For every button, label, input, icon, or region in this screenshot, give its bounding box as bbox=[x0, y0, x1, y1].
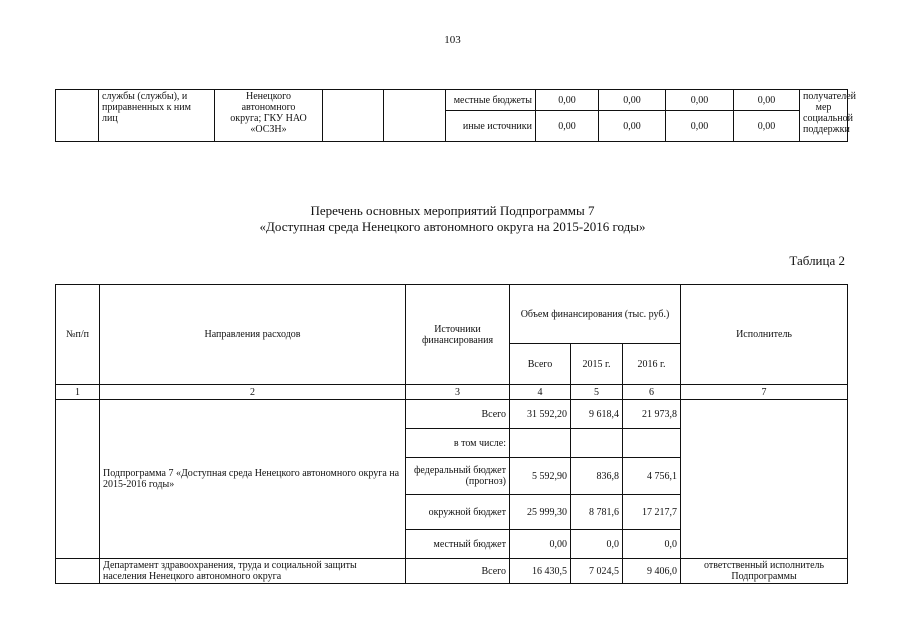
empty-cell bbox=[56, 400, 100, 559]
header-total: Всего bbox=[510, 344, 571, 385]
activities-table bbox=[55, 284, 848, 584]
table-label: Таблица 2 bbox=[789, 253, 845, 268]
col-number: 4 bbox=[510, 385, 571, 400]
cell-line: поддержки bbox=[803, 124, 850, 135]
header-row bbox=[56, 285, 848, 344]
value-cell: 0,00 bbox=[599, 90, 666, 111]
value-cell: 21 973,8 bbox=[623, 400, 681, 429]
title-line-2: «Доступная среда Ненецкого автономного округа на 2015-2016 годы» bbox=[259, 219, 646, 234]
value-cell bbox=[510, 429, 571, 458]
value-cell: 0,00 bbox=[666, 111, 734, 142]
cell-line: округа; ГКУ НАО bbox=[230, 113, 307, 124]
beneficiary-cell bbox=[99, 90, 215, 142]
col-number: 2 bbox=[100, 385, 406, 400]
table-row bbox=[56, 90, 848, 111]
header-volume: Объем финансирования (тыс. руб.) bbox=[510, 285, 681, 344]
value-cell bbox=[623, 429, 681, 458]
value-cell: 0,00 bbox=[536, 111, 599, 142]
cell-line: социальной bbox=[803, 113, 853, 124]
value-cell: 5 592,90 bbox=[510, 458, 571, 495]
cell-line: «ОСЗН» bbox=[250, 124, 287, 135]
value-cell: 0,00 bbox=[536, 90, 599, 111]
col-number: 1 bbox=[56, 385, 100, 400]
value-cell: 0,00 bbox=[510, 530, 571, 559]
cell-line: автономного bbox=[241, 102, 296, 113]
header-direction: Направления расходов bbox=[100, 285, 406, 385]
column-numbers-row bbox=[56, 385, 848, 400]
header-executor: Исполнитель bbox=[681, 285, 848, 385]
value-cell: 9 406,0 bbox=[623, 559, 681, 584]
value-cell: 0,0 bbox=[623, 530, 681, 559]
source-cell: Всего bbox=[406, 559, 510, 584]
source-cell: федеральный бюджет (прогноз) bbox=[406, 458, 510, 495]
col-number: 6 bbox=[623, 385, 681, 400]
header-2016: 2016 г. bbox=[623, 344, 681, 385]
value-cell: 836,8 bbox=[571, 458, 623, 495]
document-title bbox=[0, 203, 905, 235]
col-number: 5 bbox=[571, 385, 623, 400]
header-2015: 2015 г. bbox=[571, 344, 623, 385]
value-cell: 0,0 bbox=[571, 530, 623, 559]
col-number: 3 bbox=[406, 385, 510, 400]
empty-cell bbox=[56, 559, 100, 584]
page-number: 103 bbox=[444, 34, 461, 46]
cell-line: мер bbox=[815, 102, 832, 113]
value-cell: 0,00 bbox=[734, 90, 800, 111]
cell-line: приравненных к ним bbox=[102, 102, 191, 113]
cell-line: службы (службы), и bbox=[102, 91, 188, 102]
col-number: 7 bbox=[681, 385, 848, 400]
value-cell: 0,00 bbox=[734, 111, 800, 142]
continuation-table bbox=[55, 89, 857, 142]
table-row bbox=[56, 559, 848, 584]
empty-cell bbox=[56, 90, 99, 142]
empty-cell bbox=[384, 90, 446, 142]
cell-line: получателей bbox=[803, 91, 857, 102]
value-cell: 7 024,5 bbox=[571, 559, 623, 584]
header-sources: Источники финансирования bbox=[406, 285, 510, 385]
value-cell: 0,00 bbox=[599, 111, 666, 142]
executor-cell: ответственный исполнитель Подпрограммы bbox=[681, 559, 848, 584]
department-name: Департамент здравоохранения, труда и социальной защиты населения Ненецкого автономного округа bbox=[100, 559, 406, 584]
value-cell: 31 592,20 bbox=[510, 400, 571, 429]
executor-cell bbox=[215, 90, 323, 142]
source-cell: местные бюджеты bbox=[446, 90, 536, 111]
empty-cell bbox=[323, 90, 384, 142]
value-cell: 0,00 bbox=[666, 90, 734, 111]
value-cell: 4 756,1 bbox=[623, 458, 681, 495]
cell-line: лиц bbox=[102, 113, 118, 124]
subprogram-name: Подпрограмма 7 «Доступная среда Ненецкого автономного округа на 2015-2016 годы» bbox=[100, 400, 406, 559]
header-num: №п/п bbox=[56, 285, 100, 385]
source-cell: местный бюджет bbox=[406, 530, 510, 559]
value-cell: 9 618,4 bbox=[571, 400, 623, 429]
table-row bbox=[56, 400, 848, 429]
title-line-1: Перечень основных мероприятий Подпрограммы 7 bbox=[310, 203, 595, 218]
source-cell: окружной бюджет bbox=[406, 495, 510, 530]
source-cell: иные источники bbox=[446, 111, 536, 142]
source-cell: в том числе: bbox=[406, 429, 510, 458]
empty-cell bbox=[681, 400, 848, 559]
value-cell: 17 217,7 bbox=[623, 495, 681, 530]
cell-line: Ненецкого bbox=[245, 91, 291, 102]
value-cell: 16 430,5 bbox=[510, 559, 571, 584]
value-cell: 8 781,6 bbox=[571, 495, 623, 530]
value-cell: 25 999,30 bbox=[510, 495, 571, 530]
source-cell: Всего bbox=[406, 400, 510, 429]
recipients-cell bbox=[800, 90, 857, 142]
value-cell bbox=[571, 429, 623, 458]
